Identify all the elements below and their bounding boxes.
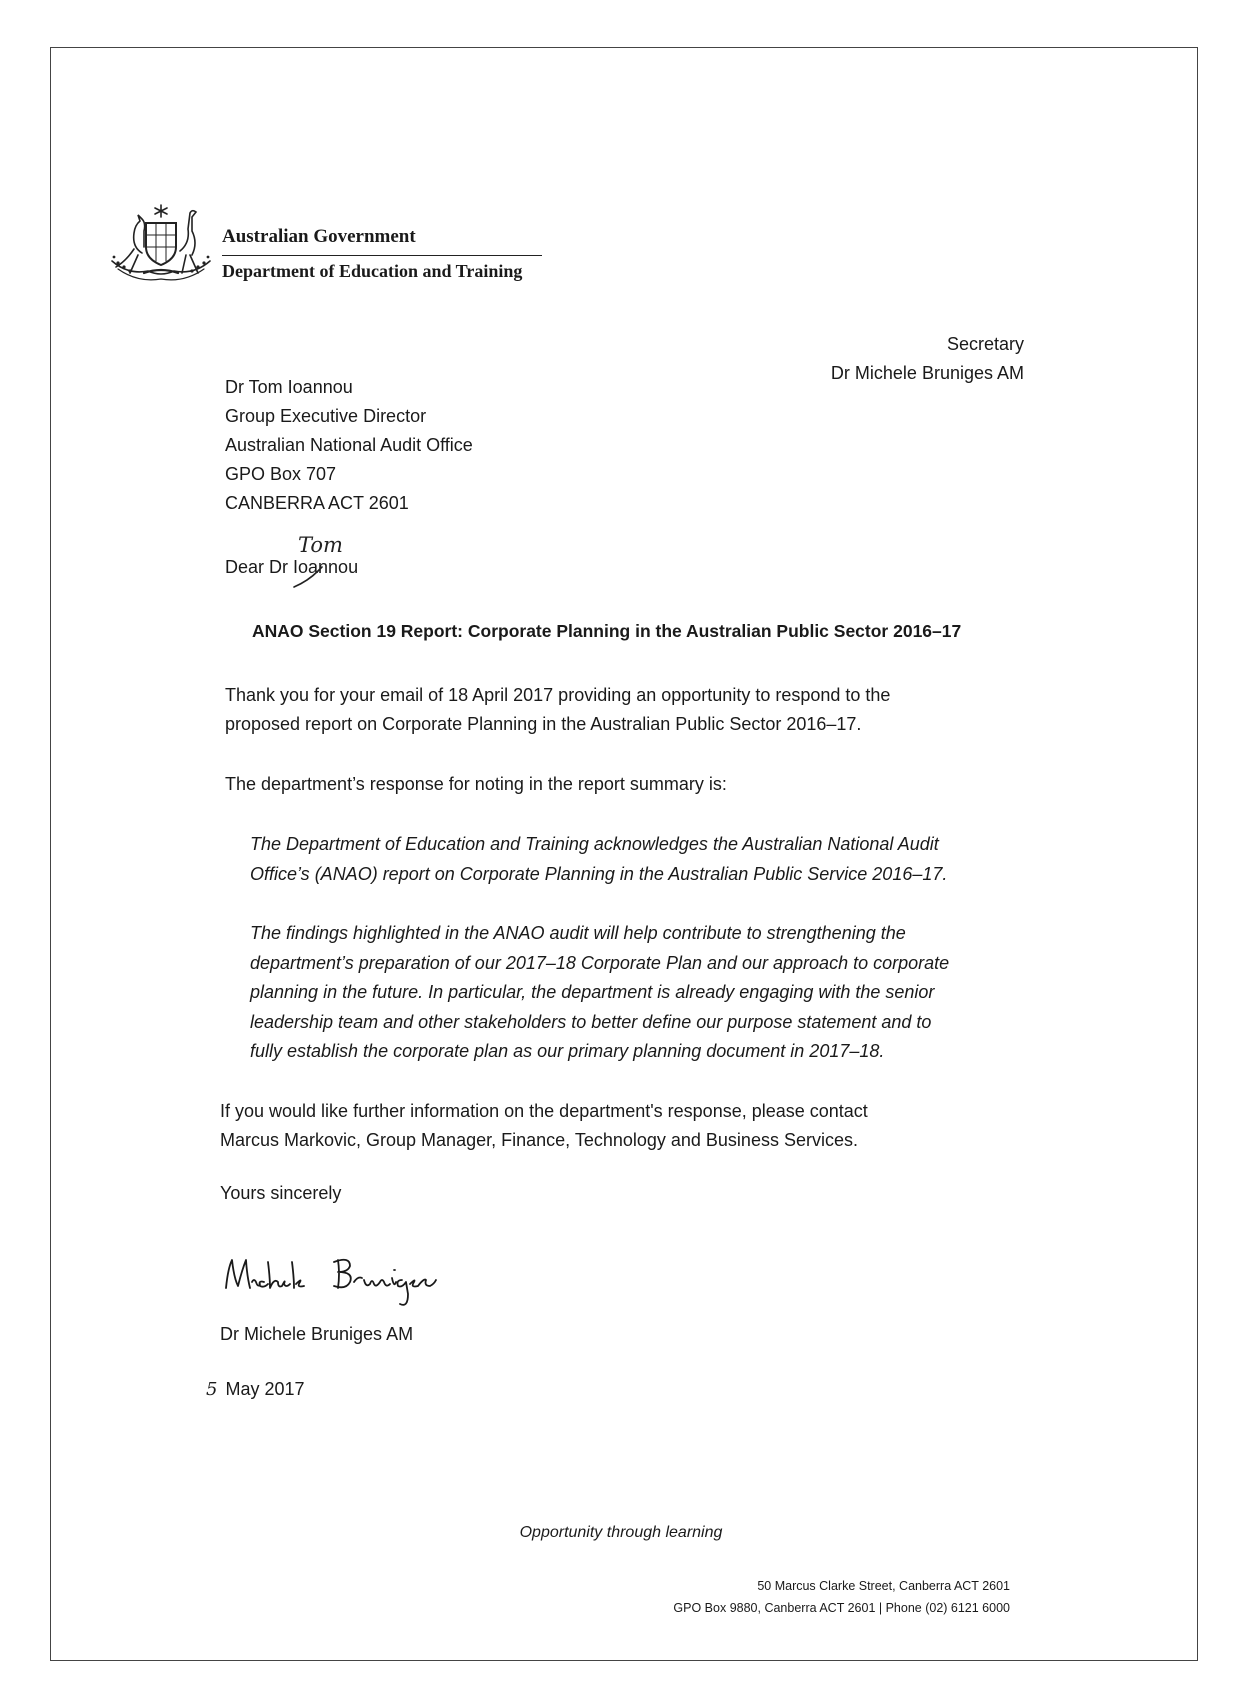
- address-line: Dr Tom Ioannou: [225, 377, 353, 397]
- handwritten-strikethrough: [288, 553, 378, 589]
- address-line: Group Executive Director: [225, 406, 427, 426]
- quote-line: leadership team and other stakeholders to better define our purpose statement and to: [250, 1011, 932, 1032]
- recipient-address: [225, 373, 473, 518]
- paragraph-line: If you would like further information on the department's response, please contact: [220, 1101, 868, 1121]
- response-quote: [250, 830, 947, 889]
- body-paragraph: [225, 770, 727, 799]
- department-name: Department of Education and Training: [222, 261, 523, 281]
- address-line: Australian National Audit Office: [225, 435, 473, 455]
- letterhead-rule: [222, 255, 542, 256]
- coat-of-arms-emblem: [108, 203, 214, 285]
- quote-line: planning in the future. In particular, the department is already engaging with the senior: [250, 982, 935, 1002]
- salutation: Dear Dr Ioannou: [225, 557, 359, 577]
- paragraph-line: The department’s response for noting in the report summary is:: [225, 774, 727, 794]
- paragraph-line: Marcus Markovic, Group Manager, Finance, Technology and Business Services.: [220, 1130, 858, 1150]
- body-paragraph: [225, 681, 890, 739]
- sender-block: [831, 330, 1024, 388]
- closing: Yours sincerely: [220, 1183, 342, 1203]
- letter-date: [206, 1375, 305, 1404]
- sender-name: Dr Michele Bruniges AM: [830, 363, 1024, 383]
- footer-address-line: GPO Box 9880, Canberra ACT 2601 | Phone (02) 6121 6000: [673, 1601, 1010, 1615]
- address-line: CANBERRA ACT 2601: [225, 493, 409, 513]
- paragraph-line: Thank you for your email of 18 April 2017 providing an opportunity to respond to the: [225, 685, 891, 705]
- quote-line: fully establish the corporate plan as our primary planning document in 2017–18.: [250, 1041, 885, 1061]
- paragraph-line: proposed report on Corporate Planning in the Australian Public Sector 2016–17.: [225, 714, 862, 734]
- response-quote: [250, 919, 949, 1067]
- date-day-handwritten: 5: [206, 1379, 218, 1400]
- footer-tagline: Opportunity through learning: [519, 1524, 723, 1541]
- quote-line: department’s preparation of our 2017–18 Corporate Plan and our approach to corporate: [250, 952, 950, 973]
- footer-address: [673, 1575, 1010, 1619]
- sender-position: Secretary: [946, 334, 1024, 354]
- subject-line: ANAO Section 19 Report: Corporate Planning in the Australian Public Sector 2016–17: [252, 621, 962, 641]
- date-month-year: May 2017: [225, 1379, 305, 1399]
- government-name: Australian Government: [222, 226, 416, 247]
- footer-address-line: 50 Marcus Clarke Street, Canberra ACT 2601: [757, 1579, 1010, 1593]
- quote-line: The Department of Education and Training acknowledges the Australian National Audit: [250, 834, 939, 854]
- quote-line: Office’s (ANAO) report on Corporate Planning in the Australian Public Service 2016–17.: [250, 863, 948, 884]
- signer-name: Dr Michele Bruniges AM: [220, 1324, 414, 1344]
- handwritten-first-name: Tom: [298, 533, 343, 557]
- handwritten-signature: [220, 1248, 500, 1312]
- quote-line: The findings highlighted in the ANAO audit will help contribute to strengthening the: [250, 923, 906, 943]
- address-line: GPO Box 707: [225, 464, 337, 484]
- body-paragraph: [220, 1097, 868, 1155]
